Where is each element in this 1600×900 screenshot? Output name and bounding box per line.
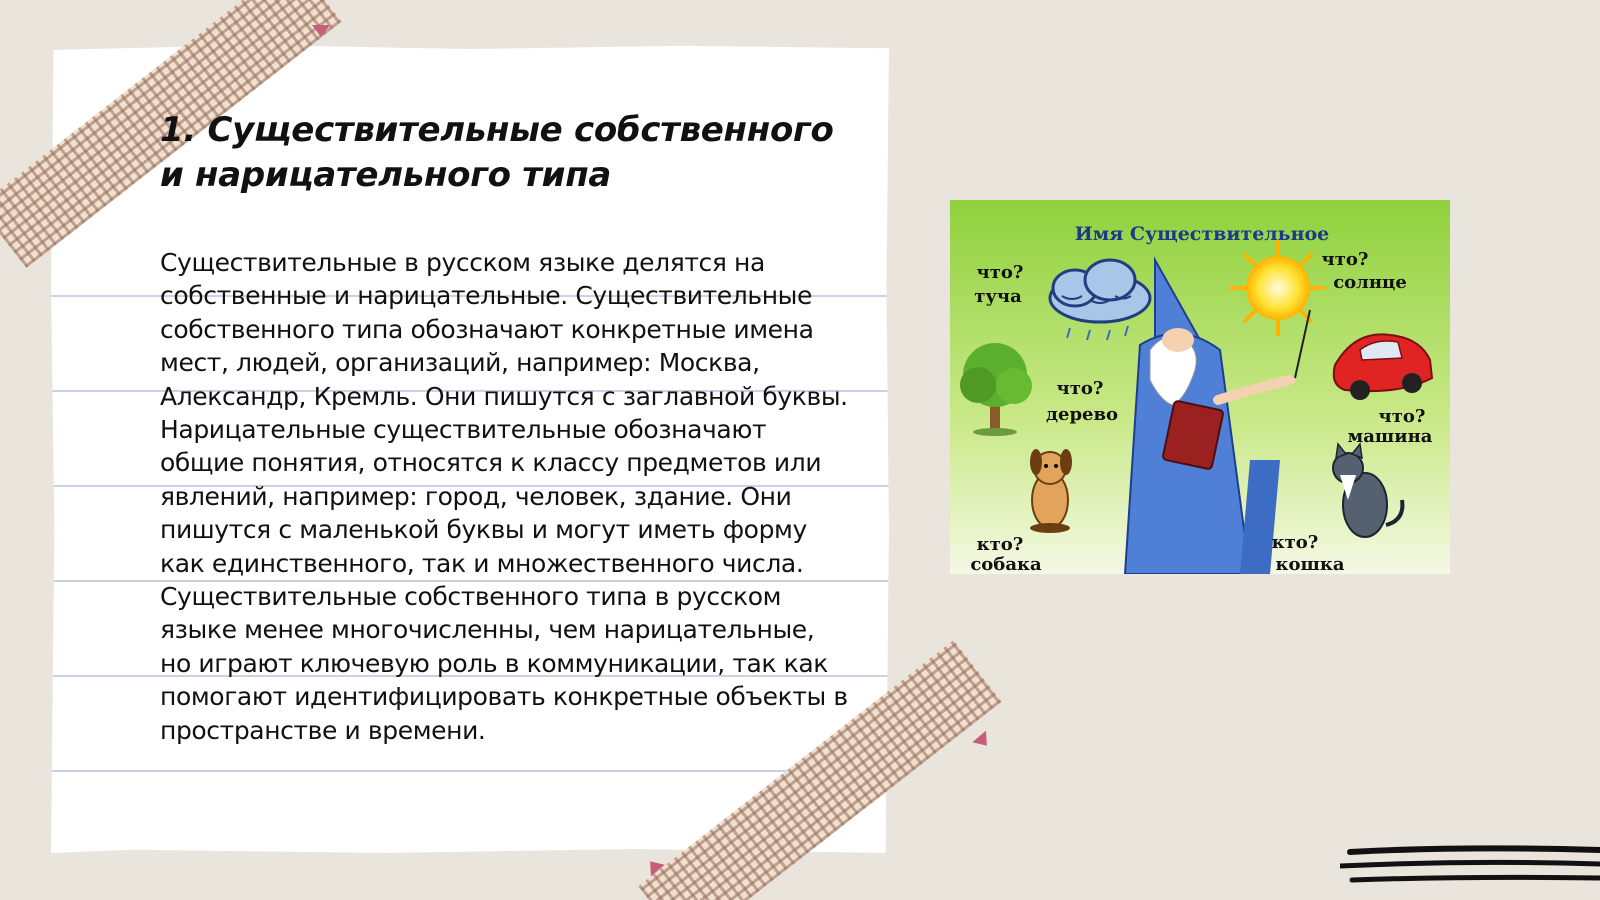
car-question: что? [1378,406,1426,427]
illustration-heading: Имя Существительное [1074,223,1330,245]
sun-question: что? [1321,249,1369,270]
cat-word: кошка [1275,554,1345,574]
cloud-question: что? [976,262,1024,283]
sun-icon [1230,240,1326,336]
tree-question: что? [1056,378,1104,399]
paper-rule-line [51,770,889,772]
dog-question: кто? [976,534,1024,555]
slide-body-text: Существительные в русском языке делятся на собственные и нарицательные. Существительные собственного типа обозначают конкретные имена мест, людей, организаций, например: Москва, Александр, Кремль. Они пишутся с заглавной буквы. Нарицательные существительные обозначают общие понятия, относятся к классу предметов или явлений, например: город, человек, здание. Они пишутся с маленькой буквы и могут иметь форму как единственного, так и множественного числа. Существительные собственного типа в русском языке менее многочисленны, чем нарицательные, но играют ключевую роль в коммуникации, так как помогают идентифицировать конкретные объекты в пространстве и времени. [160,248,848,745]
noun-illustration-graphic [950,200,1450,574]
car-word: машина [1347,426,1433,447]
dog-word: собака [970,554,1042,574]
slide-title: 1. Существительные собственного и нарицательного типа [160,110,834,195]
tape-corner-accent [312,25,330,37]
cloud-word: туча [974,286,1022,307]
sun-word: солнце [1333,272,1407,293]
noun-illustration [950,200,1450,574]
brush-stroke-decoration [1340,840,1600,900]
tape-corner-accent [972,731,994,752]
tree-word: дерево [1046,404,1118,425]
cat-question: кто? [1271,532,1319,553]
